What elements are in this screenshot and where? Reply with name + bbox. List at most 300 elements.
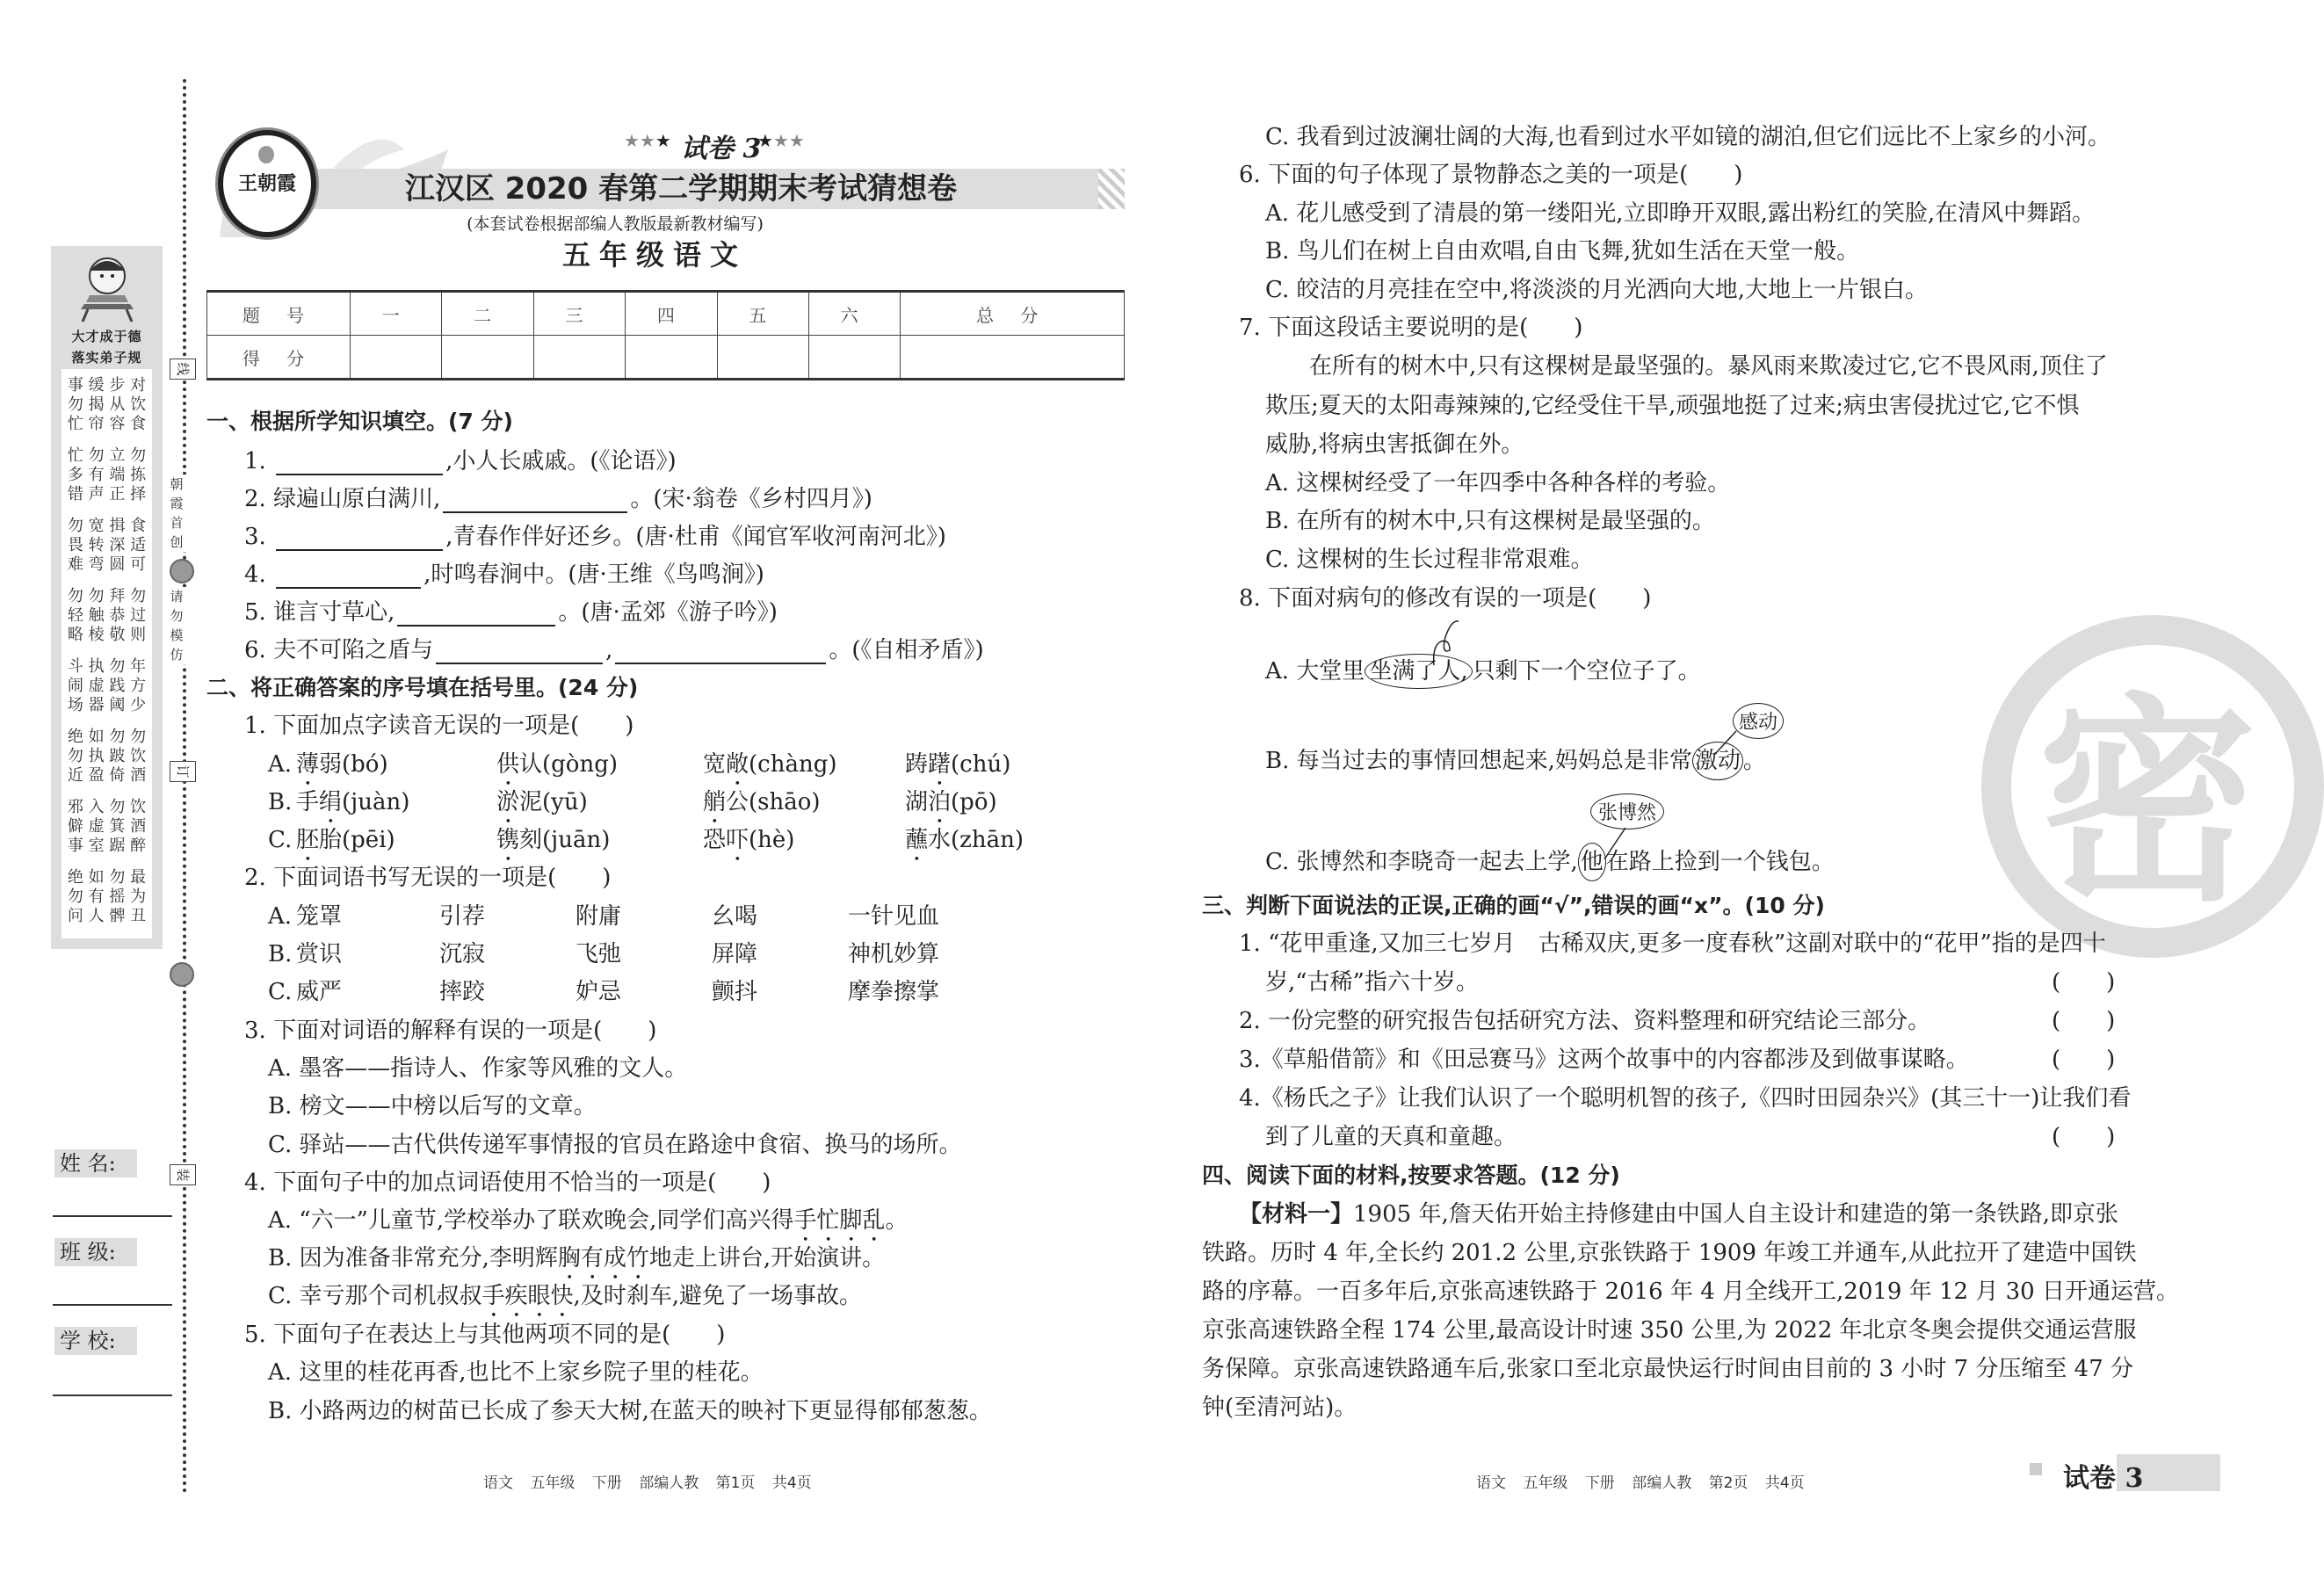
dizigui-rules (62, 369, 152, 938)
option-text: A. 大堂里 (1265, 658, 1365, 685)
rule-char: 阈 (109, 696, 126, 714)
rule-char: 少 (130, 696, 147, 714)
rule-char: 绝 (67, 728, 83, 746)
material-line: 京张高速铁路全程 174 公里,最高设计时速 350 公里,为 2022 年北京冬奥会提供交通运营服 (1202, 1317, 2137, 1344)
watermark-character: 密 (2038, 675, 2257, 931)
binding-dotted-line (183, 79, 186, 1494)
rule-char: 酒 (130, 817, 147, 836)
judge-item: 3.《草船借箭》和《田忌赛马》这两个故事中的内容都涉及到做事谋略。 (1239, 1047, 1969, 1073)
option-text: C. 张博然和李晓奇一起去上学, (1265, 849, 1578, 875)
option-text: 公(shāo) (726, 789, 821, 815)
answer-blank[interactable] (615, 641, 826, 664)
option-text: (hè) (749, 827, 795, 853)
rule-char: 多 (67, 466, 83, 484)
dotted-char: 敞 (726, 751, 749, 778)
fill-item (244, 598, 778, 627)
option-label: B. (268, 941, 293, 967)
exam-title: 江汉区 2020 春第二学期期末考试猜想卷 (404, 171, 958, 206)
rule-char: 如 (88, 868, 105, 887)
option-text: (chú) (951, 751, 1011, 778)
vertical-note: 朝霞首创 (167, 474, 186, 552)
option-label: A. (268, 751, 293, 778)
rule-group (62, 868, 152, 926)
passage-line: 欺压;夏天的太阳毒辣辣的,它经受住干旱,顽强地挺了过来;病虫害侵扰过它,它不惧 (1265, 393, 2080, 419)
binding-mark: 线 (170, 359, 196, 380)
rule-group (62, 517, 152, 575)
answer-blank[interactable] (276, 566, 421, 589)
rule-char: 邪 (67, 798, 83, 816)
score-cell[interactable] (626, 336, 717, 380)
word-option: 威严 (296, 979, 343, 1005)
item-text: , (605, 637, 613, 663)
judge-item: 岁,“古稀”指六十岁。 (1265, 969, 1479, 996)
name-field[interactable] (53, 1215, 172, 1217)
question-stem: 1. 下面加点字读音无误的一项是( ) (244, 713, 634, 739)
material-line: 铁路。历时 4 年,全长约 201.2 公里,京张铁路于 1909 年竣工并通车,从此拉开了建造中国铁 (1202, 1240, 2137, 1266)
rule-char: 踞 (109, 837, 126, 855)
word-option: 一针见血 (848, 903, 940, 930)
rule-char: 恭 (109, 606, 126, 625)
word-option: 附庸 (576, 903, 622, 930)
score-cell[interactable] (351, 336, 442, 380)
pinyin-option (496, 788, 588, 829)
option-text: 踌 (905, 751, 929, 778)
option-text: 只剩下一个空位子了。 (1472, 658, 1701, 685)
fill-item (244, 636, 984, 664)
option-text: 地走上讲台,开始演讲。 (648, 1245, 886, 1271)
score-table-score-row (207, 336, 1125, 380)
passage-line: 威胁,将病虫害抵御在外。 (1265, 431, 1524, 458)
word-option: 摩拳擦掌 (848, 979, 940, 1005)
option-text: (juàn) (342, 789, 410, 815)
dotted-char: 躇 (928, 751, 952, 778)
item-text: 。(《自相矛盾》) (829, 637, 984, 663)
rule-char: 绝 (67, 868, 83, 887)
option: B. 鸟儿们在树上自由欢唱,自由飞舞,犹如生活在天堂一般。 (1265, 238, 1860, 264)
item-number: 6. (244, 637, 266, 663)
option: C. 驿站——古代供传递军事情报的官员在路途中食宿、换马的场所。 (268, 1132, 962, 1158)
rule-char: 适 (130, 536, 147, 554)
rule-char: 揭 (88, 395, 105, 414)
watermark-seal (1981, 615, 2324, 958)
option: A. 墨客——指诗人、作家等风雅的文人。 (268, 1055, 688, 1082)
pinyin-option (496, 826, 610, 866)
dotted-phrase: 胸有成竹 (557, 1245, 649, 1271)
question-stem: 8. 下面对病句的修改有误的一项是( ) (1239, 585, 1652, 612)
option-text: (pō) (951, 789, 997, 815)
page-footer: 语文 五年级 下册 部编人教 第1页 共4页 (483, 1474, 812, 1492)
rule-char: 勿 (67, 747, 83, 765)
item-text: 绿遍山原白满川, (273, 486, 441, 512)
student-cartoon-icon (76, 251, 139, 323)
rule-char: 端 (109, 466, 126, 484)
option-label: C. (268, 827, 293, 853)
motto: 大才成于德 (71, 329, 142, 344)
rule-group (62, 446, 152, 504)
rule-char: 揖 (109, 517, 126, 535)
rule-char: 僻 (67, 817, 83, 836)
judge-item: 1. “花甲重逢,又加三七岁月 古稀双庆,更多一度春秋”这副对联中的“花甲”指的是四十 (1239, 931, 2106, 957)
option (1265, 657, 1701, 685)
dotted-char: 镌 (496, 827, 520, 853)
logo-text: 王朝霞 (237, 172, 296, 195)
option-text: 刻(juān) (519, 827, 611, 853)
option-text: B. 因为准备非常充分,李明辉 (268, 1245, 558, 1271)
option: B. 小路两边的树苗已长成了参天大树,在蓝天的映衬下更显得郁郁葱葱。 (268, 1398, 992, 1424)
option-text: A. “六一”儿童节,学校举办了联欢晚会,同学们高兴得 (268, 1207, 794, 1234)
rule-char: 勿 (88, 446, 105, 465)
word-option: 颤抖 (712, 979, 758, 1005)
option-text: 弱(bó) (319, 751, 388, 778)
score-cell[interactable] (808, 336, 900, 380)
rule-char: 最 (130, 868, 147, 887)
material-line: 务保障。京张高速铁路通车后,张家口至北京最快运行时间由目前的 3 小时 7 分压缩至 47 分 (1202, 1356, 2134, 1382)
rule-char: 执 (88, 657, 105, 676)
item-text: ,小人长戚戚。(《论语》) (445, 448, 677, 474)
rule-char: 场 (67, 696, 83, 714)
score-table (206, 290, 1125, 380)
school-field[interactable] (53, 1395, 172, 1396)
rule-group (62, 657, 152, 715)
answer-blank[interactable] (443, 490, 627, 513)
table-cell: 一 (351, 292, 442, 336)
rule-char: 饮 (130, 395, 147, 414)
rule-char: 食 (130, 415, 147, 433)
rule-char: 执 (88, 747, 105, 765)
word-option: 笼罩 (296, 903, 343, 930)
pinyin-option (296, 826, 395, 866)
rule-char: 近 (67, 766, 83, 785)
circled-text: 坐满了人, (1365, 654, 1472, 689)
smile-icon (170, 559, 194, 583)
dotted-char: 吓 (726, 827, 749, 853)
rule-char: 如 (88, 728, 105, 746)
pinyin-option (905, 826, 1024, 866)
dotted-char: 蘸 (905, 827, 929, 853)
option-text: 泥(yū) (519, 789, 588, 815)
rule-char: 箕 (109, 817, 126, 836)
table-cell: 四 (626, 292, 717, 336)
rule-char: 勿 (130, 728, 147, 746)
vertical-note: 请勿模仿 (167, 587, 186, 664)
rule-char: 勿 (88, 587, 105, 605)
rule-char: 对 (130, 376, 147, 395)
rule-char: 帘 (88, 415, 105, 433)
material-line: 路的序幕。一百多年后,京张高速铁路于 2016 年 4 月全线开工,2019 年 12 月 30 日开通运营。 (1202, 1279, 2179, 1305)
circled-text: 他 (1578, 843, 1606, 881)
rule-char: 室 (88, 837, 105, 855)
table-cell: 总 分 (901, 292, 1125, 336)
section-heading: 四、阅读下面的材料,按要求答题。(12 分) (1202, 1163, 1620, 1188)
option-text: 认(gòng) (519, 751, 618, 778)
rule-char: 勿 (67, 587, 83, 605)
rule-char: 勿 (67, 395, 83, 414)
rule-char: 择 (130, 485, 147, 503)
score-cell[interactable] (901, 336, 1125, 380)
rule-char: 声 (88, 485, 105, 503)
option (1265, 848, 1835, 876)
rule-char: 有 (88, 466, 105, 484)
dotted-char: 淤 (496, 789, 520, 815)
circled-text: 激动 (1692, 742, 1743, 780)
item-number: 1. (244, 448, 266, 474)
rule-char: 轻 (67, 606, 83, 625)
dotted-char: 泊 (928, 789, 952, 815)
rule-char: 饮 (130, 798, 147, 816)
rule-char: 人 (88, 907, 105, 925)
option-text: 。 (1742, 748, 1766, 774)
table-cell: 三 (533, 292, 625, 336)
item-text: ,时鸣春涧中。(唐·王维《鸟鸣涧》) (424, 561, 764, 588)
option-label: C. (268, 979, 293, 1005)
pinyin-option (496, 750, 618, 791)
rule-group (62, 798, 152, 856)
rule-char: 勿 (109, 728, 126, 746)
rule-char: 容 (109, 415, 126, 433)
rule-char: 勿 (130, 587, 147, 605)
rule-char: 器 (88, 696, 105, 714)
judge-item: 到了儿童的天真和童趣。 (1265, 1124, 1517, 1150)
item-text: 。(宋·翁卷《乡村四月》) (630, 486, 872, 512)
answer-blank[interactable] (436, 641, 603, 664)
class-field[interactable] (53, 1304, 172, 1306)
rule-char: 倚 (109, 766, 126, 785)
option-text: (chàng) (749, 751, 837, 778)
rule-char: 事 (67, 376, 83, 395)
rule-char: 畏 (67, 536, 83, 554)
dotted-char: 薄 (296, 751, 320, 778)
rule-char: 年 (130, 657, 147, 676)
dotted-char: 胚 (296, 827, 320, 853)
material-line: 钟(至清河站)。 (1202, 1395, 1357, 1421)
answer-bracket[interactable]: ( ) (2052, 969, 2116, 996)
rule-char: 食 (130, 517, 147, 535)
rule-char: 盈 (88, 766, 105, 785)
rule-char: 为 (130, 887, 147, 906)
rule-char: 问 (67, 907, 83, 925)
rule-group (62, 587, 152, 645)
exam-subtitle: (本套试卷根据部编人教版最新教材编写) (467, 214, 764, 234)
pinyin-option (703, 750, 837, 791)
name-label: 姓 名: (54, 1149, 137, 1177)
item-text: 谁言寸草心, (273, 599, 395, 626)
rule-char: 则 (130, 626, 147, 644)
judge-item: 2. 一份完整的研究报告包括研究方法、资料整理和研究结论三部分。 (1239, 1008, 1931, 1034)
logo-portrait-icon (258, 146, 274, 163)
paper-tab-label: 试卷 3 (2063, 1463, 2144, 1494)
pinyin-option (905, 750, 1010, 791)
rule-char: 践 (109, 677, 126, 695)
rule-char: 拜 (109, 587, 126, 605)
rule-char: 略 (67, 626, 83, 644)
rule-char: 忙 (67, 415, 83, 433)
rule-char: 触 (88, 606, 105, 625)
rule-char: 跛 (109, 747, 126, 765)
item-number: 2. (244, 486, 266, 512)
class-label: 班 级: (54, 1238, 137, 1266)
paper-tab (2047, 1454, 2220, 1494)
pinyin-option (905, 788, 997, 829)
correction-bubble: 感动 (1733, 703, 1784, 739)
word-option: 屏障 (712, 941, 758, 967)
question-stem: 5. 下面句子在表达上与其他两项不同的是( ) (244, 1322, 726, 1348)
rule-char: 闹 (67, 677, 83, 695)
answer-bracket[interactable]: ( ) (2052, 1124, 2116, 1150)
rule-char: 勿 (67, 517, 83, 535)
dotted-char: 供 (496, 751, 520, 778)
subject-title: 五年级语文 (561, 238, 747, 272)
fill-item (244, 561, 764, 589)
option: A. 花儿感受到了清晨的第一缕阳光,立即睁开双眼,露出粉红的笑脸,在清风中舞蹈。 (1265, 200, 2096, 227)
option-text: 宽 (703, 751, 727, 778)
score-cell[interactable] (717, 336, 808, 380)
dotted-phrase: 手疾眼快 (481, 1283, 574, 1309)
rule-char: 入 (88, 798, 105, 816)
rule-char: 转 (88, 536, 105, 554)
option-text: 胎(pēi) (319, 827, 395, 853)
rule-char: 弯 (88, 555, 105, 574)
option: C. 皎洁的月亮挂在空中,将淡淡的月光洒向大地,大地上一片银白。 (1265, 277, 1929, 303)
dotted-char: 绢 (319, 789, 343, 815)
option: A. 这棵树经受了一年四季中各种各样的考验。 (1265, 470, 1731, 496)
option-label: B. (268, 789, 293, 815)
question-stem: 3. 下面对词语的解释有误的一项是( ) (244, 1018, 657, 1044)
answer-bracket[interactable]: ( ) (2052, 1008, 2116, 1034)
question-stem: 4. 下面句子中的加点词语使用不恰当的一项是( ) (244, 1170, 771, 1196)
score-cell[interactable] (533, 336, 625, 380)
item-text: ,青春作伴好还乡。(唐·杜甫《闻官军收河南河北》) (445, 524, 946, 550)
table-cell: 六 (808, 292, 900, 336)
sidebar-panel (51, 246, 163, 949)
rule-char: 虚 (88, 677, 105, 695)
answer-blank[interactable] (276, 453, 443, 475)
rule-char: 过 (130, 606, 147, 625)
word-option: 神机妙算 (848, 941, 940, 967)
score-cell[interactable] (442, 336, 533, 380)
rule-char: 方 (130, 677, 147, 695)
page-footer: 语文 五年级 下册 部编人教 第2页 共4页 (1476, 1474, 1805, 1492)
rule-group (62, 376, 152, 434)
stars-left-icon: ★★★ (624, 130, 671, 151)
option-text: 水(zhān) (928, 827, 1024, 853)
option (268, 1282, 862, 1322)
material-line (1239, 1200, 2118, 1228)
rule-char: 有 (88, 887, 105, 906)
binding-mark: 订 (170, 761, 196, 782)
rule-char: 勿 (109, 657, 126, 676)
pinyin-option (296, 788, 409, 829)
word-option: 飞弛 (576, 941, 622, 967)
rule-char: 丑 (130, 907, 147, 925)
rule-char: 立 (109, 446, 126, 465)
paper-label: 试卷 3 (681, 134, 762, 164)
binding-mark: 装 (170, 1164, 196, 1185)
rule-char: 正 (109, 485, 126, 503)
question-stem: 2. 下面词语书写无误的一项是( ) (244, 865, 612, 891)
word-option: 幺喝 (712, 903, 758, 930)
option-text: ,及时刹车,避免了一场事故。 (573, 1283, 863, 1309)
judge-item: 4.《杨氏之子》让我们认识了一个聪明机智的孩子,《四时田园杂兴》(其三十一)让我们看 (1239, 1085, 2132, 1112)
option-text: B. 每当过去的事情回想起来,妈妈总是非常 (1265, 748, 1692, 774)
word-option: 沉寂 (439, 941, 486, 967)
title-bar-pattern (1098, 169, 1125, 209)
table-cell: 得 分 (207, 336, 351, 380)
material-label: 【材料一】 (1239, 1201, 1354, 1228)
rule-char: 步 (109, 376, 126, 395)
answer-blank[interactable] (276, 528, 443, 551)
rule-char: 勿 (109, 868, 126, 887)
dotted-char: 艄 (703, 789, 727, 815)
option (268, 1244, 885, 1285)
rule-char: 宽 (88, 517, 105, 535)
school-label: 学 校: (54, 1327, 137, 1355)
option-text: 恐 (703, 827, 727, 853)
answer-bracket[interactable]: ( ) (2052, 1047, 2116, 1073)
option-text: 在路上捡到一个钱包。 (1605, 849, 1835, 875)
option-text: 湖 (905, 789, 929, 815)
question-stem: 7. 下面这段话主要说明的是( ) (1239, 315, 1583, 341)
rule-char: 事 (67, 837, 83, 855)
table-cell: 五 (717, 292, 808, 336)
word-option: 引荐 (439, 903, 486, 930)
rule-char: 深 (109, 536, 126, 554)
rule-char: 棱 (88, 626, 105, 644)
rule-char: 髀 (109, 907, 126, 925)
section-heading: 二、将正确答案的序号填在括号里。(24 分) (206, 675, 639, 700)
option-label: A. (268, 903, 293, 930)
pinyin-option (703, 788, 821, 829)
answer-blank[interactable] (397, 604, 555, 627)
material-text: 1905 年,詹天佑开始主持修建由中国人自主设计和建造的第一条铁路,即京张 (1353, 1201, 2118, 1228)
item-text: 。(唐·孟郊《游子吟》) (558, 599, 778, 626)
item-text: 夫不可陷之盾与 (273, 637, 434, 663)
rule-char: 难 (67, 555, 83, 574)
section-heading: 三、判断下面说法的正误,正确的画“√”,错误的画“x”。(10 分) (1202, 893, 1825, 918)
rule-char: 敬 (109, 626, 126, 644)
rule-char: 醉 (130, 837, 147, 855)
option: B. 榜文——中榜以后写的文章。 (268, 1093, 597, 1119)
dotted-phrase: 手忙脚乱 (793, 1207, 886, 1234)
rule-char: 勿 (109, 798, 126, 816)
rule-char: 勿 (67, 887, 83, 906)
table-cell: 题 号 (207, 292, 351, 336)
motto: 落实弟子规 (71, 350, 142, 366)
question-stem: 6. 下面的句子体现了景物静态之美的一项是( ) (1239, 162, 1743, 188)
item-number: 5. (244, 599, 266, 626)
score-table-header-row (207, 292, 1125, 336)
stars-right-icon: ★★★ (757, 130, 805, 151)
fill-item (244, 523, 946, 551)
rule-char: 错 (67, 485, 83, 503)
word-option: 赏识 (296, 941, 343, 967)
option-text: C. 幸亏那个司机叔叔 (268, 1283, 482, 1309)
option (1265, 747, 1766, 775)
rule-char: 勿 (130, 446, 147, 465)
pinyin-option (296, 750, 388, 791)
option: C. 这棵树的生长过程非常艰难。 (1265, 547, 1594, 573)
correction-bubble: 张博然 (1590, 793, 1664, 829)
rule-group (62, 728, 152, 786)
item-number: 3. (244, 524, 266, 550)
option: B. 在所有的树木中,只有这棵树是最坚强的。 (1265, 508, 1715, 534)
item-number: 4. (244, 561, 266, 588)
section-heading: 一、根据所学知识填空。(7 分) (206, 409, 513, 434)
rule-char: 摇 (109, 887, 126, 906)
rule-char: 虚 (88, 817, 105, 836)
rule-char: 从 (109, 395, 126, 414)
fill-item (244, 447, 677, 475)
rule-char: 拣 (130, 466, 147, 484)
